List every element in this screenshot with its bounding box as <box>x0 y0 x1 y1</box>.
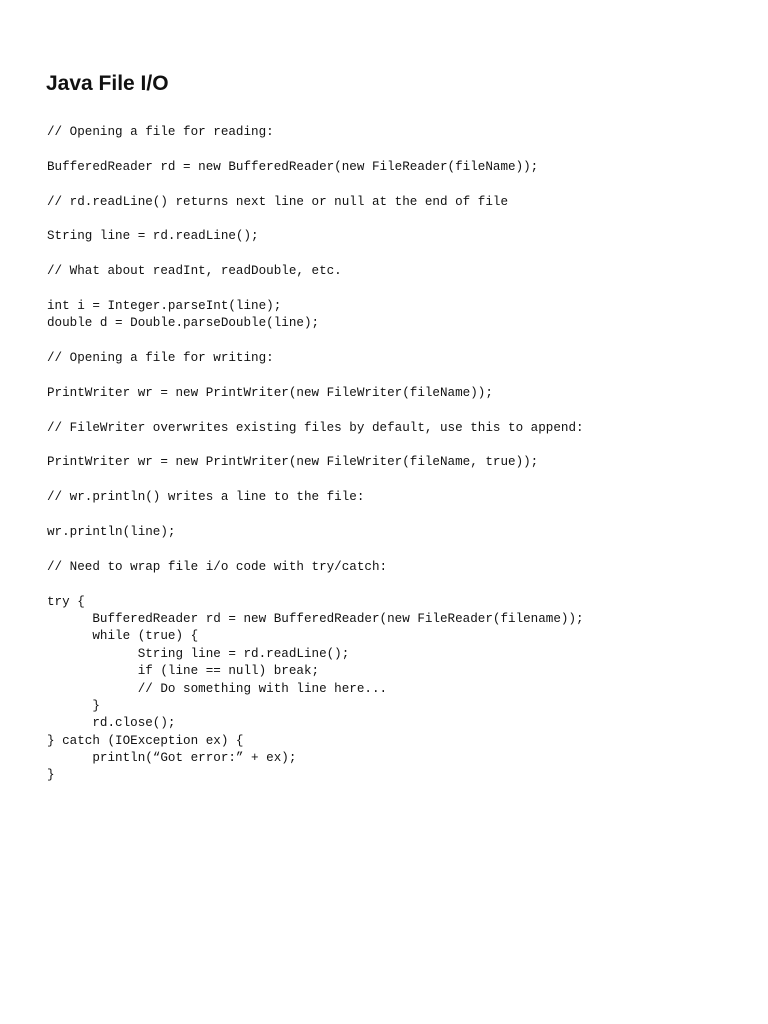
code-line <box>47 541 747 558</box>
code-line <box>47 176 747 193</box>
code-line: } catch (IOException ex) { <box>47 733 244 748</box>
code-line <box>47 246 747 263</box>
code-line: // Opening a file for reading: <box>47 125 274 139</box>
code-line <box>47 507 747 524</box>
code-line: wr.println(line); <box>47 524 176 539</box>
code-line <box>47 367 747 384</box>
code-line <box>47 281 747 298</box>
code-line: } <box>47 768 55 783</box>
code-line: BufferedReader rd = new BufferedReader(new FileReader(filename)); <box>47 611 584 626</box>
code-line: double d = Double.parseDouble(line); <box>47 316 320 331</box>
code-line <box>47 333 747 350</box>
code-line: BufferedReader rd = new BufferedReader(new FileReader(fileName)); <box>47 159 539 174</box>
code-line: PrintWriter wr = new PrintWriter(new FileWriter(fileName)); <box>47 385 493 400</box>
code-line <box>47 141 747 158</box>
code-line: int i = Integer.parseInt(line); <box>47 298 282 313</box>
code-line <box>47 402 747 419</box>
code-line: PrintWriter wr = new PrintWriter(new FileWriter(fileName, true)); <box>47 455 539 470</box>
code-line: // wr.println() writes a line to the file: <box>47 490 365 505</box>
code-line: if (line == null) break; <box>47 664 320 679</box>
code-line <box>47 576 747 593</box>
page-title: Java File I/O <box>46 72 169 95</box>
code-line: // Need to wrap file i/o code with try/catch: <box>47 559 388 574</box>
code-line <box>47 437 747 454</box>
code-line: // rd.readLine() returns next line or null at the end of file <box>47 194 509 209</box>
code-line: String line = rd.readLine(); <box>47 229 259 244</box>
code-line <box>47 211 747 228</box>
code-line: // Do something with line here... <box>47 681 388 696</box>
code-line: rd.close(); <box>47 716 176 731</box>
code-line: while (true) { <box>47 629 199 644</box>
code-line: // FileWriter overwrites existing files by default, use this to append: <box>47 420 584 435</box>
code-block <box>47 124 747 785</box>
code-line: } <box>47 698 100 713</box>
code-line: // What about readInt, readDouble, etc. <box>47 264 342 279</box>
code-line: // Opening a file for writing: <box>47 351 274 366</box>
code-line: println(“Got error:” + ex); <box>47 751 297 766</box>
code-line <box>47 472 747 489</box>
code-line: try { <box>47 594 85 609</box>
code-line: String line = rd.readLine(); <box>47 646 350 661</box>
